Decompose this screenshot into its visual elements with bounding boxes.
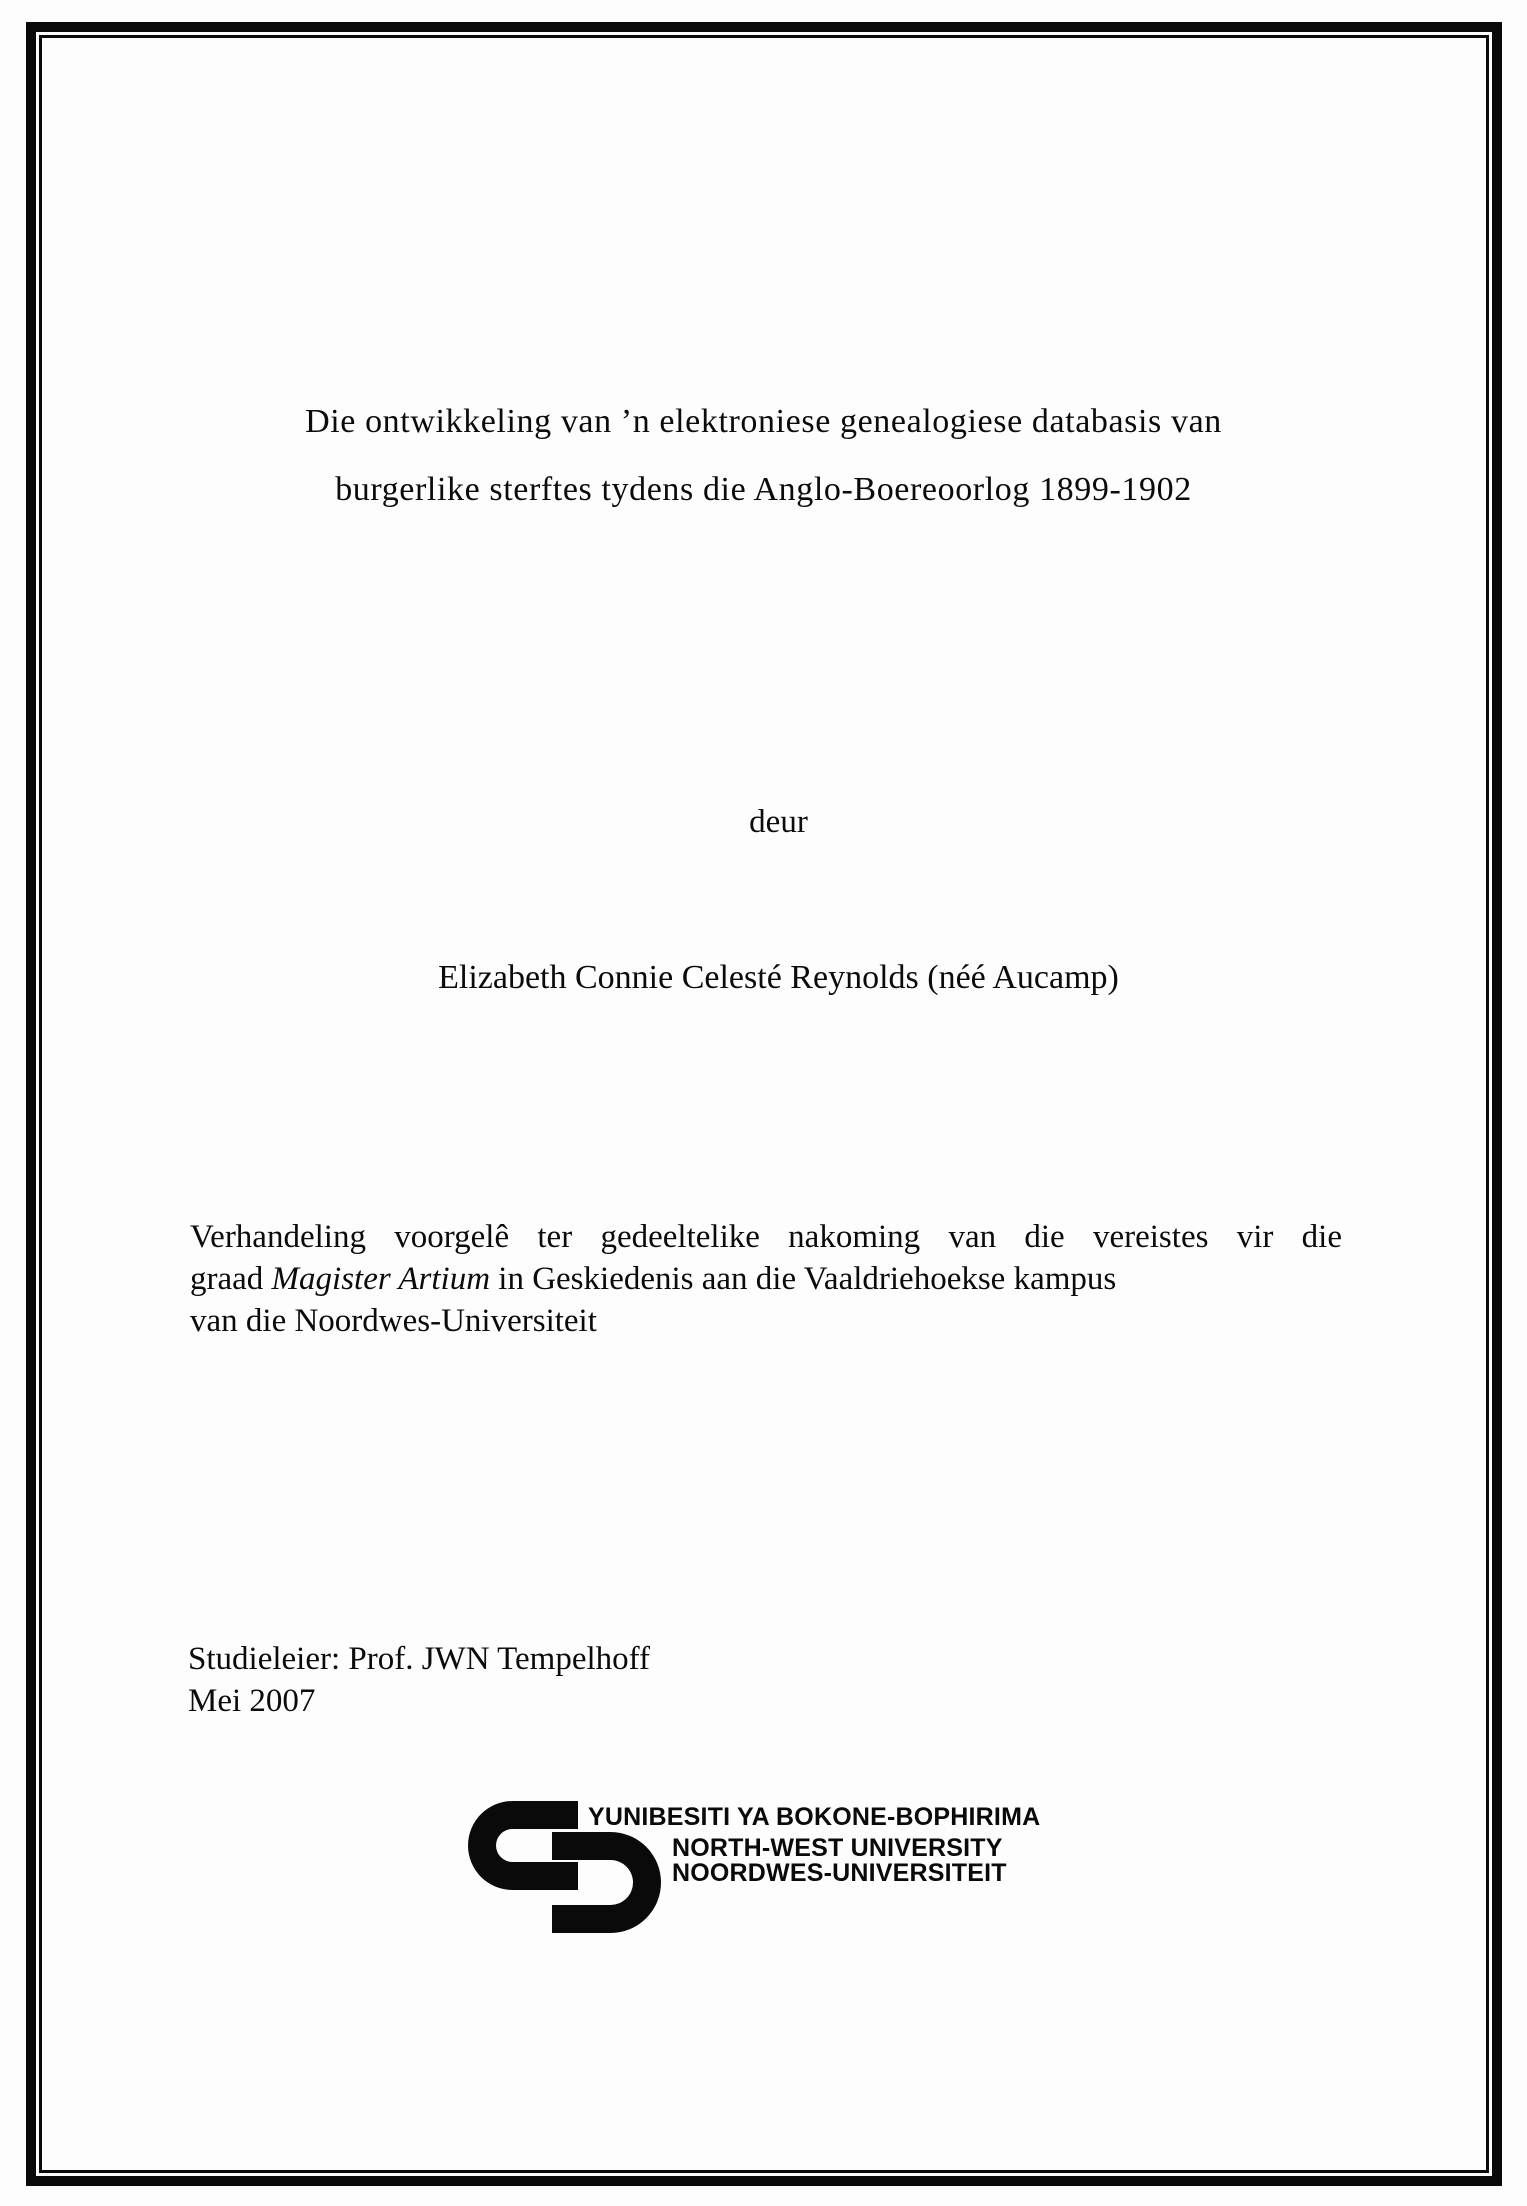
byline-deur: deur: [749, 804, 808, 840]
degree-name-italic: Magister Artium: [271, 1261, 491, 1297]
nwu-chain-link-right-icon: [552, 1832, 661, 1933]
degree-statement-line2-prefix: graad: [190, 1261, 272, 1297]
thesis-title-line2: burgerlike sterftes tydens die Anglo-Boereoorlog 1899-1902: [335, 471, 1192, 508]
thesis-title: [70, 388, 1457, 524]
date-line: Mei 2007: [188, 1683, 316, 1719]
supervisor-line: Studieleier: Prof. JWN Tempelhoff: [188, 1641, 651, 1677]
thesis-title-line1: Die ontwikkeling van ’n elektroniese genealogiese databasis van: [305, 403, 1222, 440]
degree-statement-line2: [190, 1258, 1342, 1300]
degree-statement-line1: Verhandeling voorgelê ter gedeeltelike nakoming van die vereistes vir die: [190, 1219, 1342, 1255]
supervisor-block: [188, 1638, 650, 1722]
logo-text-line2: NORTH-WEST UNIVERSITY: [672, 1834, 1003, 1862]
logo-text-line1: YUNIBESITI YA BOKONE-BOPHIRIMA: [588, 1803, 1041, 1831]
author-name: Elizabeth Connie Celesté Reynolds (néé Aucamp): [438, 959, 1119, 996]
degree-statement-line2-suffix: in Geskiedenis aan die Vaaldriehoekse kampus: [490, 1261, 1117, 1297]
degree-statement: [190, 1216, 1342, 1342]
degree-statement-line3: van die Noordwes-Universiteit: [190, 1303, 597, 1339]
logo-text-line3: NOORDWES-UNIVERSITEIT: [672, 1859, 1007, 1887]
